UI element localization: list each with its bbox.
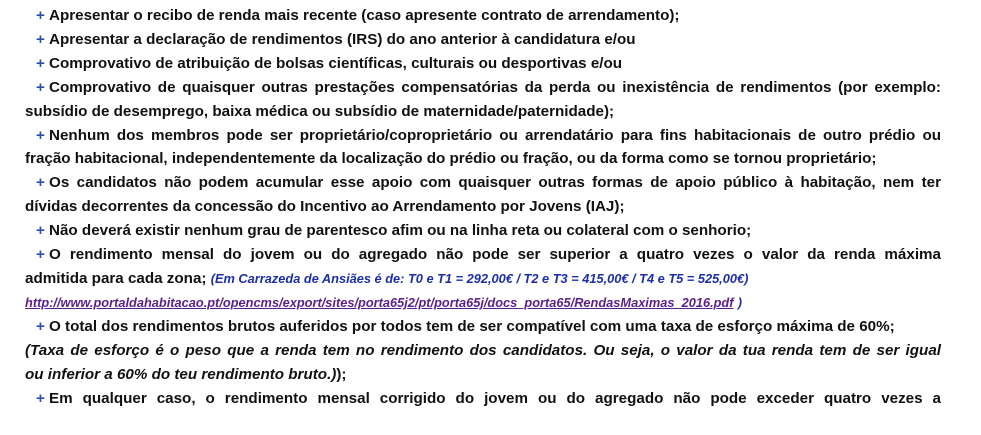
rent-values-note: (Em Carrazeda de Ansiães é de: T0 e T1 = 292,00€ / T2 e T3 = 415,00€ / T4 e T5 = 525,00€) [210,270,749,286]
list-item [25,28,941,52]
item-text-continuation: fração habitacional, independentemente da localização do prédio ou fração, ou da forma como se tornou proprietário; [25,150,877,168]
plus-bullet-icon: + [36,389,45,407]
item-text-continuation: dívidas decorrentes da concessão do Incentivo ao Arrendamento por Jovens (IAJ); [25,198,625,216]
plus-bullet-icon: + [36,222,45,240]
effort-rate-explanation-end: ou inferior a 60% do teu rendimento bruto.) [25,365,337,383]
plus-bullet-icon: + [36,317,45,335]
item-text-end: ); [336,365,347,383]
list-item [25,124,941,172]
item-text: Em qualquer caso, o rendimento mensal corrigido do jovem ou do agregado não pode exceder quatro vezes a [49,389,941,407]
list-item [25,4,941,28]
list-item [25,76,941,124]
list-item [25,387,941,411]
plus-bullet-icon: + [36,30,45,48]
plus-bullet-icon: + [36,126,45,144]
item-text: Comprovativo de quaisquer outras prestações compensatórias da perda ou inexistência de rendimentos (por exemplo: [49,78,941,96]
list-item [25,243,941,315]
plus-bullet-icon: + [36,78,45,96]
plus-bullet-icon: + [36,54,45,72]
list-item [25,52,941,76]
plus-bullet-icon: + [36,246,45,264]
item-text: Apresentar o recibo de renda mais recente (caso apresente contrato de arrendamento); [49,7,680,24]
plus-bullet-icon: + [36,7,45,24]
list-item [25,315,941,387]
item-text: O total dos rendimentos brutos auferidos por todos tem de ser compatível com uma taxa de esforço máxima de 60%; [49,317,895,335]
item-text-continuation: subsídio de desemprego, baixa médica ou subsídio de maternidade/paternidade); [25,102,615,120]
plus-bullet-icon: + [36,174,45,192]
effort-rate-explanation: (Taxa de esforço é o peso que a renda tem no rendimento dos candidatos. Ou seja, o valor da tua renda tem de ser igual [25,341,941,359]
link-close-paren: ) [737,294,743,310]
item-text: Os candidatos não podem acumular esse apoio com quaisquer outras formas de apoio público à habitação, nem ter [49,174,941,192]
list-item [25,219,941,243]
item-text: Apresentar a declaração de rendimentos (IRS) do ano anterior à candidatura e/ou [49,30,636,48]
item-text: O rendimento mensal do jovem ou do agregado não pode ser superior a quatro vezes o valor da renda máxima [49,246,941,264]
item-text-continuation: admitida para cada zona; [25,269,207,287]
item-text: Comprovativo de atribuição de bolsas científicas, culturais ou desportivas e/ou [49,54,623,72]
rendas-maximas-link[interactable]: http://www.portaldahabitacao.pt/opencms/export/sites/porta65j2/pt/porta65j/docs_porta65/RendasMaximas_2016.pdf [25,294,734,310]
item-text: Não deverá existir nenhum grau de parentesco afim ou na linha reta ou colateral com o senhorio; [49,222,752,240]
list-item [25,171,941,219]
item-text: Nenhum dos membros pode ser proprietário/coproprietário ou arrendatário para fins habitacionais de outro prédio ou [49,126,941,144]
